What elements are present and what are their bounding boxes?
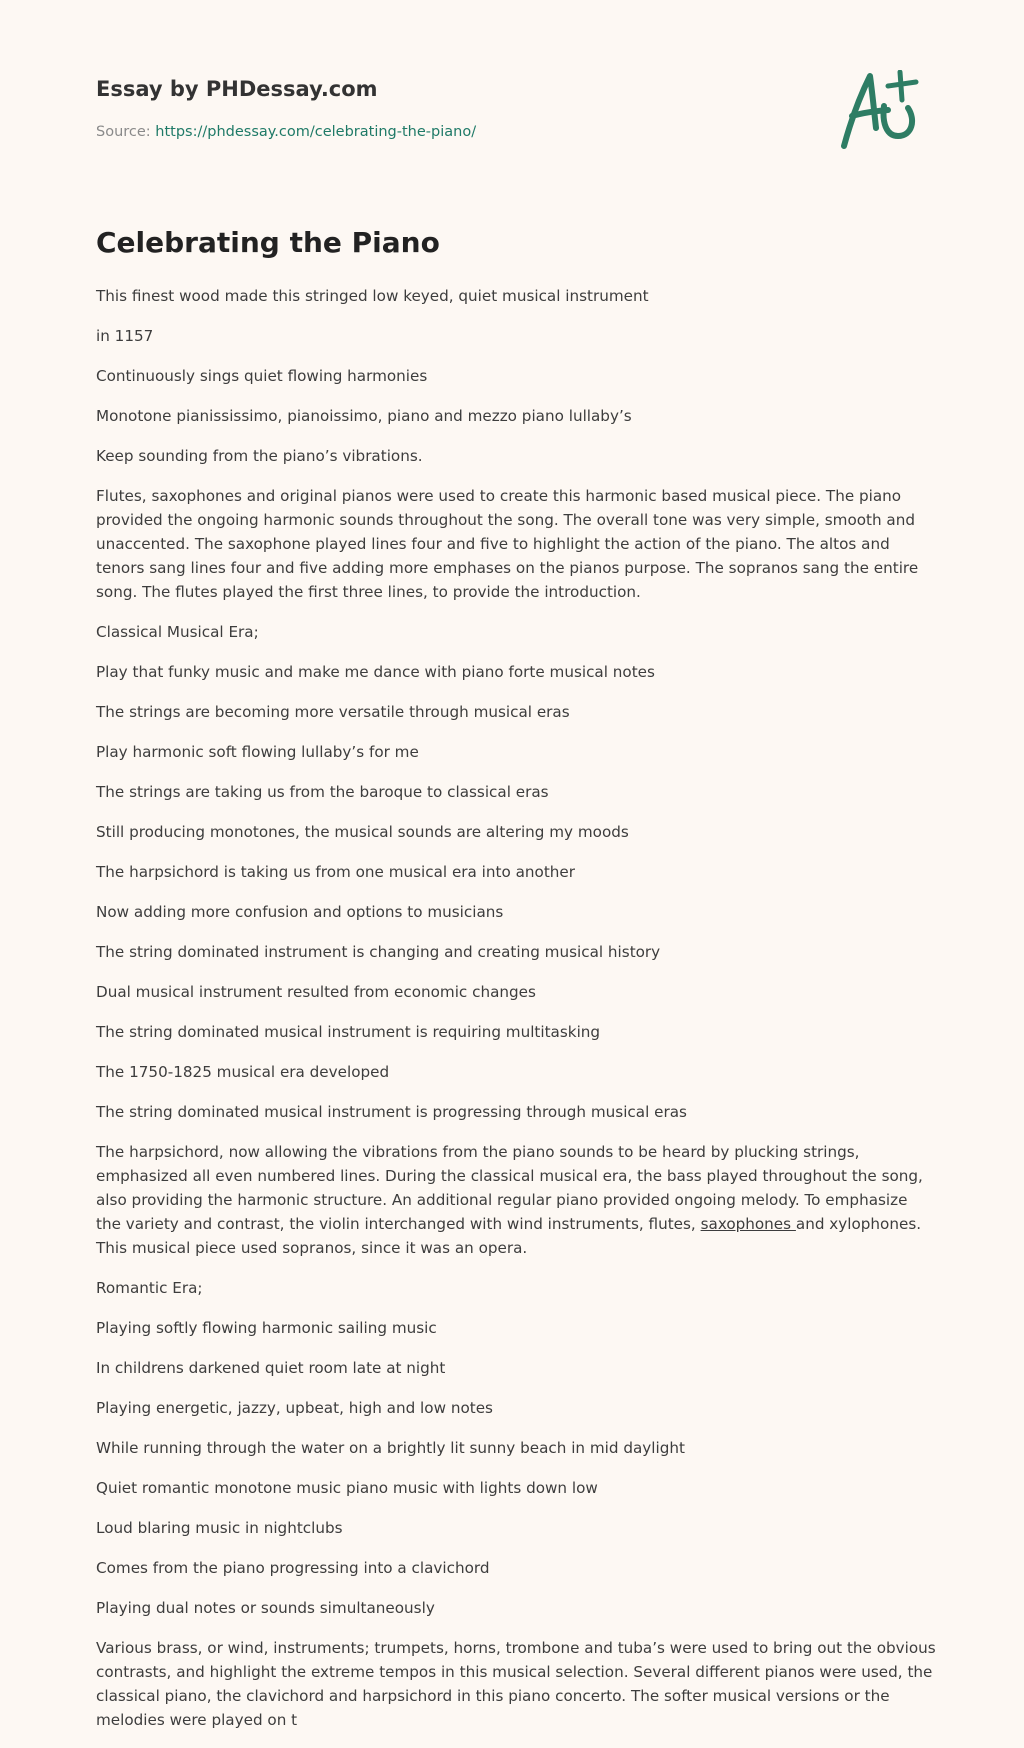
essay-paragraph: The string dominated musical instrument is progressing through musical eras <box>96 1103 687 1121</box>
essay-paragraph: The string dominated instrument is changing and creating musical history <box>96 943 661 961</box>
essay-paragraph: The 1750-1825 musical era developed <box>96 1063 390 1081</box>
essay-paragraph: Quiet romantic monotone music piano music with lights down low <box>96 1479 598 1497</box>
essay-paragraph: Comes from the piano progressing into a clavichord <box>96 1559 490 1577</box>
essay-paragraph: Flutes, saxophones and original pianos were used to create this harmonic based musical piece. The piano provided the ongoing harmonic sounds throughout the song. The overall tone was very simple, smooth and unaccented. The saxophone played lines four and five to highlight the action of the piano. The altos and tenors sang lines four and five adding more emphases on the pianos purpose. The sopranos sang the entire song. The flutes played the first three lines, to provide the introduction. <box>96 487 919 601</box>
essay-paragraph: Keep sounding from the piano’s vibrations. <box>96 447 423 465</box>
source-label: Source: <box>96 124 151 140</box>
essay-title: Celebrating the Piano <box>96 226 440 259</box>
site-title: Essay by PHDessay.com <box>96 77 378 101</box>
essay-paragraph: Romantic Era; <box>96 1279 203 1297</box>
essay-paragraph: Playing dual notes or sounds simultaneously <box>96 1599 435 1617</box>
paragraph-text: and xylophones. This musical piece used sopranos, since it was an opera. <box>96 1215 922 1257</box>
saxophones-link[interactable]: saxophones <box>700 1215 796 1233</box>
essay-paragraph: Dual musical instrument resulted from economic changes <box>96 983 536 1001</box>
essay-paragraph: While running through the water on a brightly lit sunny beach in mid daylight <box>96 1439 685 1457</box>
essay-paragraph: Still producing monotones, the musical sounds are altering my moods <box>96 823 629 841</box>
essay-paragraph: Loud blaring music in nightclubs <box>96 1519 343 1537</box>
essay-paragraph: Play that funky music and make me dance with piano forte musical notes <box>96 663 655 681</box>
source-line <box>96 124 476 140</box>
essay-paragraph: Playing softly flowing harmonic sailing music <box>96 1319 437 1337</box>
source-link[interactable]: https://phdessay.com/celebrating-the-piano/ <box>155 124 477 140</box>
essay-paragraph: Continuously sings quiet flowing harmonies <box>96 367 428 385</box>
essay-paragraph-with-link <box>96 1140 936 1260</box>
essay-paragraph: The string dominated musical instrument is requiring multitasking <box>96 1023 601 1041</box>
essay-paragraph: The harpsichord is taking us from one musical era into another <box>96 863 575 881</box>
a-plus-logo-icon <box>822 70 932 166</box>
essay-paragraph: Play harmonic soft flowing lullaby’s for me <box>96 743 419 761</box>
essay-paragraph: The strings are becoming more versatile through musical eras <box>96 703 570 721</box>
essay-paragraph: Playing energetic, jazzy, upbeat, high and low notes <box>96 1399 493 1417</box>
essay-paragraph: Classical Musical Era; <box>96 623 259 641</box>
paragraph-text: The harpsichord, now allowing the vibrations from the piano sounds to be heard by plucking strings, emphasized all even numbered lines. During the classical musical era, the bass played throughout the song, also providing the harmonic structure. An additional regular piano provided ongoing melody. To emphasize the variety and contrast, the violin interchanged with wind instruments, flutes, <box>96 1143 923 1233</box>
essay-paragraph: Various brass, or wind, instruments; trumpets, horns, trombone and tuba’s were used to bring out the obvious contrasts, and highlight the extreme tempos in this musical selection. Several different pianos were used, the classical piano, the clavichord and harpsichord in this piano concerto. The softer musical versions or the melodies were played on t <box>96 1639 936 1729</box>
essay-paragraph: The strings are taking us from the baroque to classical eras <box>96 783 549 801</box>
essay-paragraph: This finest wood made this stringed low keyed, quiet musical instrument <box>96 287 649 305</box>
essay-paragraph: in 1157 <box>96 327 154 345</box>
essay-paragraph: In childrens darkened quiet room late at night <box>96 1359 446 1377</box>
essay-paragraph: Now adding more confusion and options to musicians <box>96 903 504 921</box>
essay-paragraph: Monotone pianississimo, pianoissimo, piano and mezzo piano lullaby’s <box>96 407 632 425</box>
essay-body <box>96 284 936 1748</box>
